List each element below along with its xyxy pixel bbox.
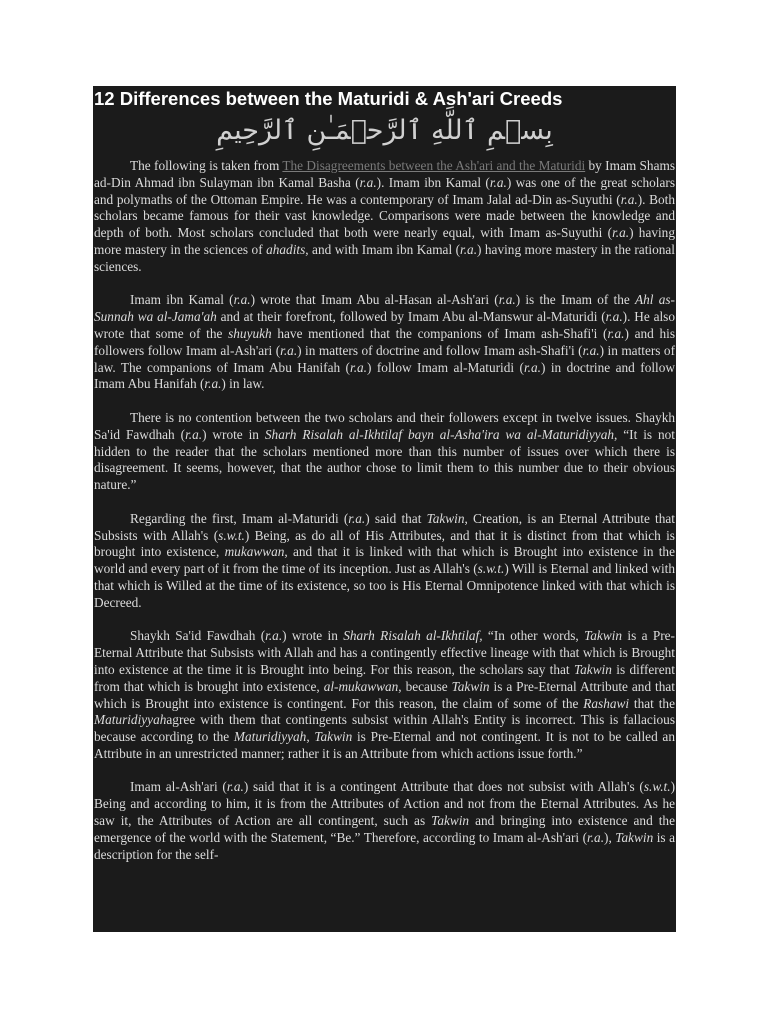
italic-term: Takwin (584, 628, 623, 644)
paragraph-text: Imam al-Ash'ari ( (130, 779, 227, 795)
italic-term: shuyukh (228, 325, 272, 341)
italic-term: al-mukawwan (323, 678, 399, 694)
italic-term: r.a. (359, 174, 377, 190)
italic-term: ahadits (266, 241, 306, 257)
paragraph-text: and bringing into existence and the emergence of the world with the Statement, “Be.” Therefore, according to Imam al-Ash'ari ( (94, 813, 675, 845)
paragraph-text: ) said that it is a contingent Attribute that does not subsist with Allah's ( (243, 779, 644, 795)
italic-term: r.a. (348, 510, 366, 526)
paragraph-text: ) in matters of doctrine and follow Imam ash-Shafi'i ( (297, 342, 583, 358)
document-page (93, 86, 676, 932)
body-paragraph (94, 779, 675, 863)
paragraph-text: , Creation, is an Eternal Attribute that Subsists with Allah's ( (94, 510, 675, 543)
body-paragraph (94, 628, 675, 762)
paragraph-text: Regarding the first, Imam al-Maturidi ( (130, 510, 349, 526)
italic-term: r.a. (605, 309, 623, 325)
italic-term: Takwin (451, 678, 490, 694)
italic-term: r.a. (233, 292, 251, 308)
italic-term: s.w.t. (477, 561, 505, 577)
source-link[interactable]: The Disagreements between the Ash'ari and the Maturidi (282, 158, 586, 173)
paragraph-text: ) Being, as do all of His Attributes, and that it is distinct from that which is brought into existence, (94, 527, 675, 560)
paragraph-text: ). Both scholars became famous for their vast knowledge. Comparisons were made between the knowledge and depth of both. Most scholars concluded that both were nearly equal, with Imam as-Suyuthi ( (94, 191, 675, 241)
paragraph-text: ) and his followers follow Imam al-Ash'ari ( (94, 325, 675, 358)
paragraph-text: ) said that (365, 510, 427, 526)
paragraph-text: ) in law. (221, 376, 265, 392)
paragraph-text: by Imam Shams ad-Din Ahmad ibn Sulayman ibn Kamal Basha ( (94, 158, 675, 190)
italic-term: r.a. (620, 191, 638, 207)
body-paragraph (94, 158, 675, 276)
paragraph-text: There is no contention between the two scholars and their followers except in twelve issues. Shaykh Sa'id Fawdhah ( (94, 409, 675, 442)
paragraph-text: , because (398, 678, 452, 694)
italic-term: Maturidiyyah (94, 712, 167, 728)
italic-term: Maturidiyyah (233, 729, 307, 745)
italic-term: r.a. (523, 359, 541, 375)
italic-term: r.a. (280, 342, 298, 358)
paragraph-text: Imam ibn Kamal ( (130, 292, 234, 308)
paragraph-text: ) having more mastery in the rational sciences. (94, 241, 675, 274)
italic-term: r.a. (350, 359, 367, 375)
paragraph-text: is different from that which is brought into existence, (94, 661, 675, 694)
paragraph-text: Shaykh Sa'id Fawdhah ( (130, 628, 266, 644)
paragraph-text: ) Being and according to him, it is from the Attributes of Action and not from the Eternal Attributes. As he saw it, the Attributes of Action are all contingent, such as (94, 779, 675, 829)
paragraph-text: ). He also wrote that some of the (94, 309, 675, 341)
body-paragraph (94, 410, 675, 494)
basmala-calligraphy: بِسۡمِ ٱللَّهِ ٱلرَّحۡمَـٰنِ ٱلرَّحِيمِ (216, 115, 553, 146)
italic-term: Takwin (431, 813, 470, 829)
paragraph-text: ) follow Imam al-Maturidi ( (367, 359, 524, 375)
paragraph-text: ) wrote that Imam Abu al-Hasan al-Ash'ari ( (250, 292, 499, 308)
italic-term: Sharh Risalah al-Ikhtilaf, (343, 628, 483, 644)
paragraph-text: The following is taken from (130, 158, 283, 173)
italic-term: r.a. (498, 292, 516, 308)
paragraph-text: ) in doctrine and follow Imam Abu Hanifah ( (94, 359, 675, 392)
document-title: 12 Differences between the Maturidi & Ash'ari Creeds (94, 88, 563, 109)
italic-term: r.a. (460, 241, 478, 257)
paragraph-text: , (306, 729, 315, 745)
italic-term: Sharh Risalah al-Ikhtilaf bayn al-Asha'ira wa al-Maturidiyyah (264, 426, 615, 442)
italic-term: r.a. (607, 325, 625, 341)
paragraph-text: ) is the Imam of the (515, 292, 636, 308)
italic-term: s.w.t. (643, 779, 671, 795)
italic-term: r.a. (489, 174, 507, 190)
document-body (93, 158, 676, 863)
italic-term: mukawwan (224, 544, 285, 560)
italic-term: Takwin (426, 510, 465, 526)
paragraph-text: ), (604, 829, 616, 845)
paragraph-text: , “It is not hidden to the reader that the scholars mentioned more than this number of issues over which there is disagreement. It seems, however, that the author chose to limit them to this number due to their obvious nature.” (94, 426, 675, 493)
italic-term: r.a. (265, 628, 283, 644)
paragraph-text: “In other words, (482, 628, 585, 644)
italic-term: r.a. (226, 779, 244, 795)
paragraph-text: , and that it is linked with that which is Brought into existence in the world and every part of it from the time of its inception. Just as Allah's ( (94, 544, 675, 577)
paragraph-text: that the (629, 695, 675, 711)
italic-term: r.a. (587, 829, 605, 845)
italic-term: Takwin (314, 729, 353, 745)
paragraph-text: is a Pre-Eternal Attribute that Subsists with Allah and has a contingently effective lineage with that which is Brought into existence at the time it is Brought into being. For this reason, the scholars say that (94, 628, 675, 677)
paragraph-text: is Pre-Eternal and not contingent. It is not to be called an Attribute in an unrestricted manner; rather it is an Attribute from which actions issue forth.” (94, 729, 675, 761)
paragraph-text: is a description for the self- (94, 829, 676, 862)
paragraph-text: , and with Imam ibn Kamal ( (305, 241, 461, 257)
paragraph-text: ) having more mastery in the sciences of (94, 225, 675, 257)
italic-term: Ahl as-Sunnah wa al-Jama'ah (94, 292, 675, 325)
paragraph-text: ) wrote in (282, 628, 344, 644)
italic-term: r.a. (612, 225, 630, 241)
italic-term: r.a. (185, 426, 203, 442)
italic-term: Rashawi (583, 695, 630, 711)
paragraph-text: have mentioned that the companions of Imam ash-Shafi'i ( (271, 325, 608, 341)
italic-term: s.w.t. (218, 527, 245, 543)
body-paragraph (94, 292, 675, 393)
paragraph-text: agree with them that contingents subsist within Allah's Entity is incorrect. This is fallacious because according to the (94, 712, 675, 745)
italic-term: Takwin (615, 829, 654, 845)
body-paragraph (94, 511, 675, 612)
paragraph-text: ) wrote in (202, 426, 265, 442)
italic-term: r.a. (204, 376, 222, 392)
paragraph-text: ) Will is Eternal and linked with that which is Willed at the time of its existence, so too is His Eternal Omnipotence linked with that which is Decreed. (94, 561, 675, 610)
italic-term: Takwin (573, 661, 612, 677)
paragraph-text: and at their forefront, followed by Imam Abu al-Manswur al-Maturidi ( (216, 309, 606, 325)
paragraph-text: ) in matters of law. The companions of Imam Abu Hanifah ( (94, 342, 676, 375)
paragraph-text: ). Imam ibn Kamal ( (376, 174, 490, 190)
paragraph-text: ) was one of the great scholars and polymaths of the Ottoman Empire. He was a contemporary of Imam Jalal ad-Din as-Suyuthi ( (94, 174, 676, 207)
paragraph-text: is a Pre-Eternal Attribute and that which is Brought into existence is contingent. For this reason, the claim of some of the (94, 678, 675, 711)
italic-term: r.a. (582, 342, 600, 358)
